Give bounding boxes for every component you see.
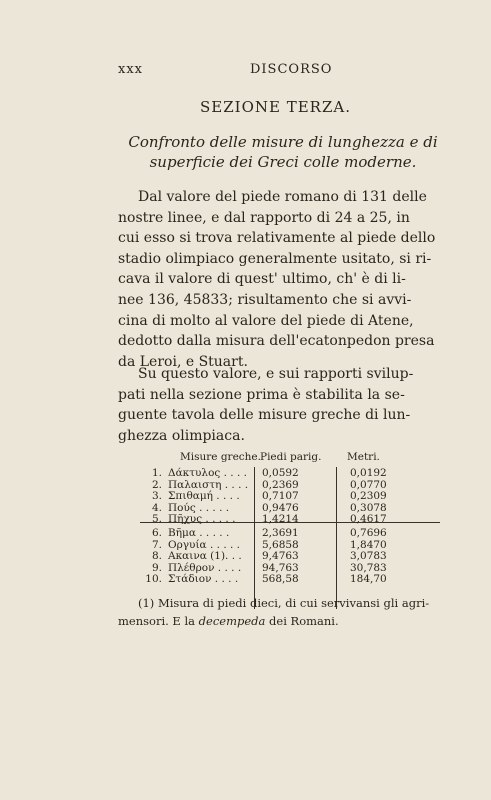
column-header-feet: Piedi parig. (260, 451, 322, 463)
column-header-measures: Misure greche. (180, 451, 261, 463)
text-line: cava il valore di quest' ultimo, ch' è di li- (118, 271, 406, 288)
footnote-line (118, 612, 448, 630)
footnote-line: (1) Misura di piedi dieci, di cui servivansi gli agri- (138, 596, 430, 610)
meters-value: 3,0783 (350, 550, 387, 562)
meters-value: 184,70 (350, 573, 387, 585)
meters-value: 30,783 (350, 561, 387, 574)
text-line: ghezza olimpiaca. (118, 427, 245, 444)
meters-value: 1,8470 (350, 538, 387, 551)
paragraph-2 (118, 364, 445, 446)
text-line: Dal valore del piede romano di 131 delle (138, 189, 427, 205)
meters-value: 0,4617 (350, 513, 387, 525)
running-title: DISCORSO (250, 62, 333, 77)
footnote-text: dei Romani. (265, 614, 339, 628)
row-number: 10. (145, 573, 162, 585)
text-line: stadio olimpiaco generalmente usitato, si ri- (118, 250, 432, 267)
meters-value: 0,3078 (350, 501, 387, 514)
table-row (140, 513, 440, 525)
measure-name: Οργυία . . . . . (168, 538, 241, 551)
feet-value: 0,0592 (262, 467, 299, 479)
text-line: da Leroi, e Stuart. (118, 353, 248, 370)
text-line: nostre linee, e dal rapporto di 24 a 25, in (118, 209, 410, 226)
feet-value: 0,7107 (262, 490, 299, 502)
row-number: 5. (151, 513, 162, 525)
measure-name: Στάδιον . . . . (168, 573, 239, 585)
section-subtitle (118, 132, 448, 172)
row-number: 8. (151, 550, 162, 562)
text-line: Su questo valore, e sui rapporti svilup- (138, 366, 414, 382)
feet-value: 9,4763 (262, 550, 299, 562)
table-row (140, 527, 440, 539)
footnote (118, 594, 448, 630)
feet-value: 2,3691 (262, 527, 299, 539)
subtitle-line: Confronto delle misure di lunghezza e di (128, 133, 438, 151)
running-header (118, 62, 433, 80)
table-row (140, 502, 440, 514)
feet-value: 0,9476 (262, 501, 299, 514)
row-number: 1. (151, 467, 162, 479)
feet-value: 94,763 (262, 561, 299, 574)
meters-value: 0,0192 (350, 467, 387, 479)
column-header-meters: Metri. (347, 451, 380, 463)
feet-value: 0,2369 (262, 478, 299, 491)
measure-name: Ακαινα (1). . . (168, 550, 242, 562)
table-row (140, 467, 440, 479)
subtitle-line: superficie dei Greci colle moderne. (149, 153, 417, 171)
row-number: 2. (151, 478, 162, 491)
section-title: SEZIONE TERZA. (200, 98, 351, 116)
row-number: 6. (151, 527, 162, 539)
measure-name: Πλέθρον . . . . (168, 561, 242, 574)
measure-name: Πούς . . . . . (168, 501, 230, 514)
table-row (140, 573, 440, 585)
meters-value: 0,7696 (350, 527, 387, 539)
row-number: 4. (151, 501, 162, 514)
table-row (140, 550, 440, 562)
table-row (140, 479, 440, 491)
footnote-emphasis: decempeda (198, 614, 266, 628)
measure-name: Παλαιστη . . . . (168, 478, 249, 491)
measure-name: Βῆμα . . . . . (168, 527, 230, 539)
row-number: 7. (151, 538, 162, 551)
feet-value: 568,58 (262, 573, 299, 585)
text-line: nee 136, 45833; risultamento che si avvi- (118, 291, 412, 308)
table-row (140, 490, 440, 502)
text-line: pati nella sezione prima è stabilita la se- (118, 386, 405, 403)
feet-value: 5,6858 (262, 538, 299, 551)
text-line: cina di molto al valore del piede di Atene, (118, 312, 414, 329)
text-line: cui esso si trova relativamente al piede dello (118, 230, 436, 247)
table-row (140, 539, 440, 551)
meters-value: 0,0770 (350, 478, 387, 491)
footnote-text: mensori. E la (118, 614, 199, 628)
measure-name: Σπιθαμή . . . . (168, 490, 240, 502)
page-number: xxx (118, 62, 143, 77)
measure-name: Δάκτυλος . . . . (168, 467, 247, 479)
paragraph-1 (118, 187, 445, 372)
row-number: 3. (151, 490, 162, 502)
feet-value: 1,4214 (262, 513, 299, 525)
row-number: 9. (151, 561, 162, 574)
table-row (140, 562, 440, 574)
meters-value: 0,2309 (350, 490, 387, 502)
text-line: dedotto dalla misura dell'ecatonpedon presa (118, 333, 435, 350)
measure-name: Πῆχυς . . . . . (168, 513, 236, 525)
text-line: guente tavola delle misure greche di lun- (118, 407, 411, 424)
